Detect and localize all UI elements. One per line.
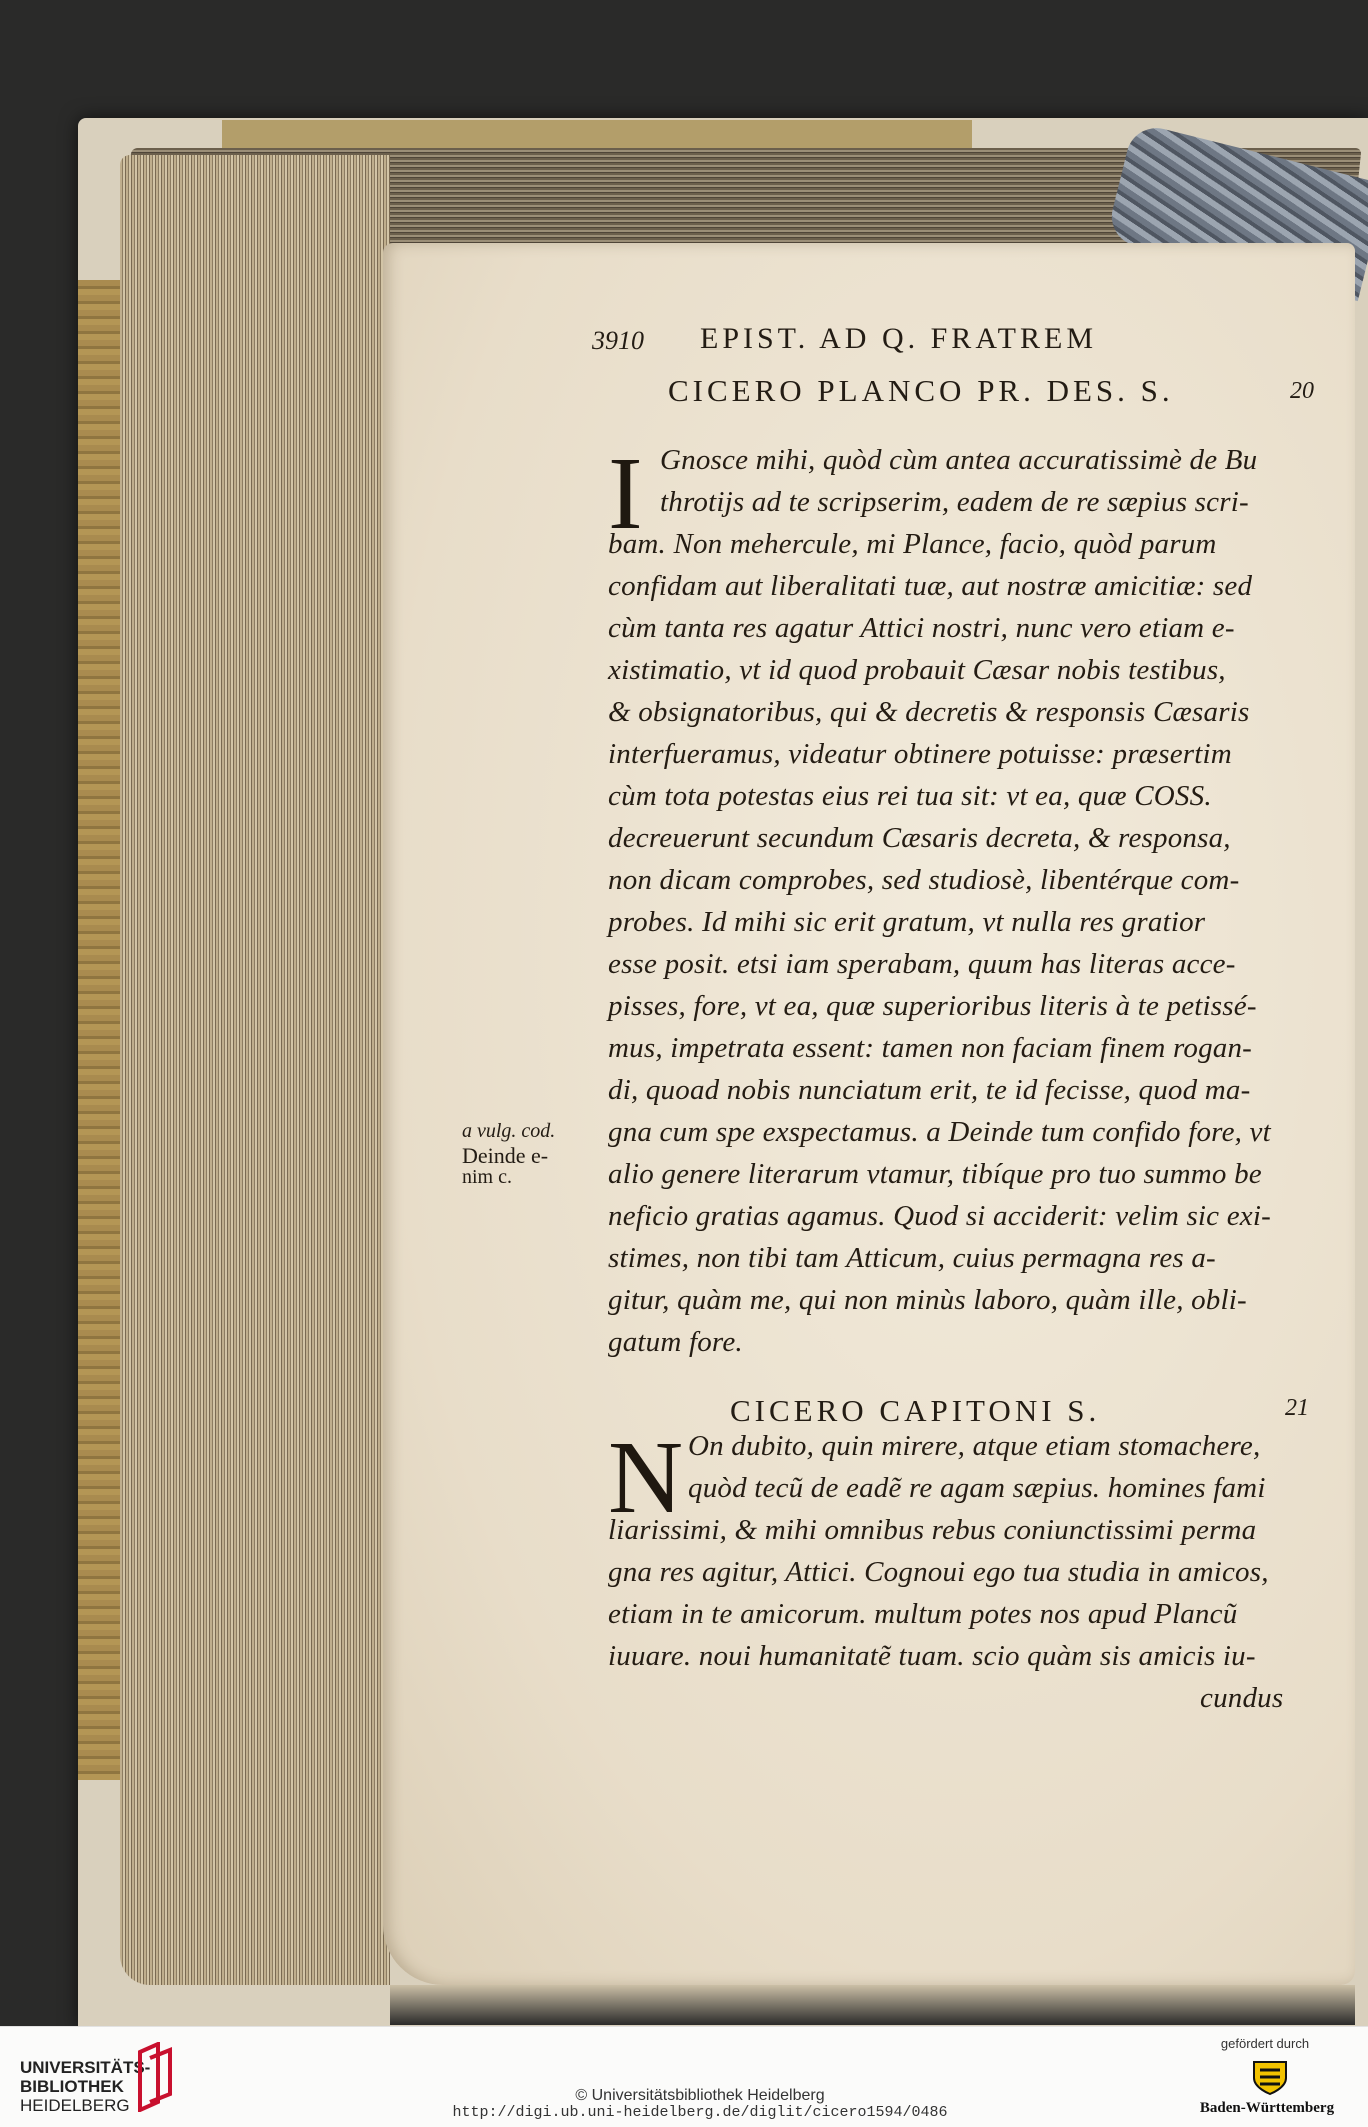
- text-line: cùm tanta res agatur Attici nostri, nunc vero etiam e-: [608, 612, 1235, 644]
- text-line: pisses, fore, vt ea, quæ superioribus literis à te petissé-: [608, 990, 1257, 1022]
- text-line: gatum fore.: [608, 1326, 743, 1358]
- text-line: di, quoad nobis nunciatum erit, te id fecisse, quod ma-: [608, 1074, 1251, 1106]
- running-title: EPIST. AD Q. FRATREM: [700, 322, 1097, 355]
- library-logo-text: [20, 2058, 150, 2115]
- sponsor-label: gefördert durch: [1220, 2036, 1310, 2051]
- text-line: neficio gratias agamus. Quod si acciderit: velim sic exi-: [608, 1200, 1271, 1232]
- text-line: confidam aut liberalitati tuæ, aut nostræ amicitiæ: sed: [608, 570, 1253, 602]
- library-name-line: HEIDELBERG: [20, 2096, 130, 2115]
- margin-note-line: nim c.: [462, 1166, 512, 1188]
- letter-heading-20: CICERO PLANCO PR. DES. S.: [668, 373, 1174, 408]
- margin-note-line: Deinde e-: [462, 1143, 549, 1168]
- text-line: cùm tota potestas eius rei tua sit: vt ea, quæ COSS.: [608, 780, 1212, 812]
- text-line: mus, impetrata essent: tamen non faciam finem rogan-: [608, 1032, 1253, 1064]
- text-line: quòd tecũ de eadẽ re agam sæpius. homines fami: [688, 1472, 1266, 1504]
- permalink-url[interactable]: http://digi.ub.uni-heidelberg.de/diglit/cicero1594/0486: [452, 2104, 948, 2121]
- margin-note-line: a vulg. cod.: [462, 1120, 556, 1142]
- text-line: etiam in te amicorum. multum potes nos apud Plancũ: [608, 1598, 1238, 1630]
- library-logo-icon: [136, 2042, 176, 2112]
- text-line: bam. Non mehercule, mi Plance, facio, quòd parum: [608, 528, 1217, 560]
- text-line: probes. Id mihi sic erit gratum, vt nulla res gratior: [608, 906, 1206, 938]
- letter-heading-21: CICERO CAPITONI S.: [730, 1393, 1101, 1428]
- catchword: cundus: [1200, 1682, 1284, 1714]
- text-line: Gnosce mihi, quòd cùm antea accuratissimè de Bu: [660, 444, 1258, 476]
- copyright-text: © Universitätsbibliothek Heidelberg: [575, 2087, 825, 2104]
- library-name-line: UNIVERSITÄTS-: [20, 2058, 151, 2077]
- text-line: On dubito, quin mirere, atque etiam stomachere,: [688, 1430, 1261, 1462]
- book-fore-edge: [120, 155, 390, 1985]
- text-line: gna cum spe exspectamus. a Deinde tum confido fore, vt: [608, 1116, 1271, 1148]
- text-line: gna res agitur, Attici. Cognoui ego tua studia in amicos,: [608, 1556, 1269, 1588]
- library-name-line: BIBLIOTHEK: [20, 2077, 124, 2096]
- text-line: throtijs ad te scripserim, eadem de re sæpius scri-: [660, 486, 1249, 518]
- text-line: decreuerunt secundum Cæsaris decreta, & responsa,: [608, 822, 1231, 854]
- drop-cap-n: N: [608, 1420, 684, 1535]
- letter-number-21: 21: [1285, 1395, 1309, 1421]
- drop-cap-i: I: [608, 436, 643, 551]
- page-bottom-shadow: [390, 1985, 1355, 2025]
- text-line: liarissimi, & mihi omnibus rebus coniunctissimi perma: [608, 1514, 1257, 1546]
- text-line: xistimatio, vt id quod probauit Cæsar nobis testibus,: [608, 654, 1226, 686]
- letter-number-20: 20: [1290, 378, 1314, 404]
- text-line: alio genere literarum vtamur, tibíque pro tuo summo be: [608, 1158, 1262, 1190]
- sponsor-name: Baden-Württemberg: [1199, 2100, 1335, 2116]
- text-line: interfueramus, videatur obtinere potuisse: præsertim: [608, 738, 1232, 770]
- page-number: 3910: [592, 326, 644, 355]
- text-line: gitur, quàm me, qui non minùs laboro, quàm ille, obli-: [608, 1284, 1247, 1316]
- text-line: non dicam comprobes, sed studiosè, libentérque com-: [608, 864, 1240, 896]
- text-line: esse posit. etsi iam sperabam, quum has literas acce-: [608, 948, 1236, 980]
- text-line: iuuare. noui humanitatẽ tuam. scio quàm sis amicis iu-: [608, 1640, 1256, 1672]
- text-line: & obsignatoribus, qui & decretis & responsis Cæsaris: [608, 696, 1250, 728]
- bw-crest-icon: [1248, 2058, 1292, 2096]
- text-line: stimes, non tibi tam Atticum, cuius permagna res a-: [608, 1242, 1216, 1274]
